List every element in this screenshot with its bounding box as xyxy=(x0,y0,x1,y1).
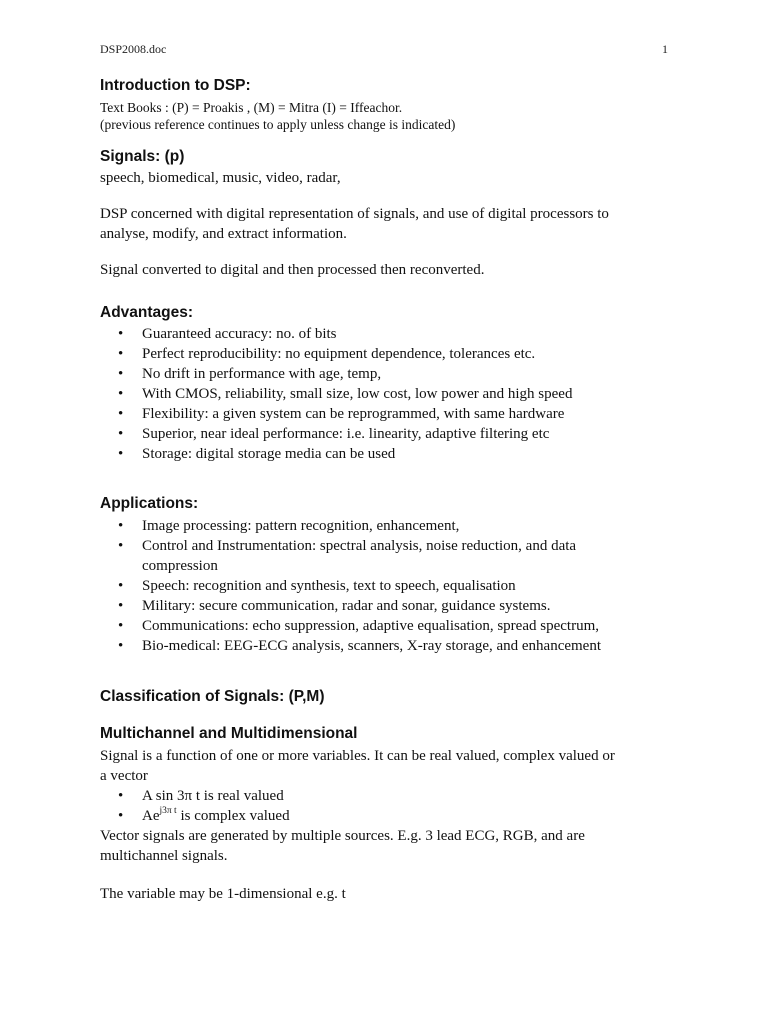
complex-exponent: j3π t xyxy=(159,806,177,816)
list-item xyxy=(100,324,680,344)
bullet-icon: • xyxy=(118,366,124,382)
conversion-sentence: Signal converted to digital and then processed then reconverted. xyxy=(100,262,485,278)
dsp-definition-line2: analyse, modify, and extract information. xyxy=(100,226,347,242)
complex-example-rest: is complex valued xyxy=(176,808,290,824)
bullet-icon: • xyxy=(118,346,124,362)
advantages-heading: Advantages: xyxy=(100,304,194,321)
list-item-text: Storage: digital storage media can be used xyxy=(142,446,396,462)
header-filename: DSP2008.doc xyxy=(100,42,167,56)
bullet-icon: • xyxy=(118,598,124,614)
reference-note: (previous reference continues to apply unless change is indicated) xyxy=(100,117,456,132)
textbooks-line: Text Books : (P) = Proakis , (M) = Mitra (I) = Iffeachor. xyxy=(100,100,403,115)
advantages-list xyxy=(100,324,680,464)
bullet-icon: • xyxy=(118,618,124,634)
bullet-icon: • xyxy=(118,538,124,554)
list-item-text: Speech: recognition and synthesis, text to speech, equalisation xyxy=(142,578,516,594)
list-item-text: Image processing: pattern recognition, enhancement, xyxy=(142,518,460,534)
list-item xyxy=(100,636,680,656)
list-item xyxy=(100,344,680,364)
bullet-icon: • xyxy=(118,808,124,824)
list-item-text: With CMOS, reliability, small size, low cost, low power and high speed xyxy=(142,386,573,402)
intro-heading: Introduction to DSP: xyxy=(100,77,251,94)
vector-signals-line2: multichannel signals. xyxy=(100,848,228,864)
variable-dimension-line: The variable may be 1-dimensional e.g. t xyxy=(100,886,346,902)
list-item xyxy=(100,786,680,806)
list-item xyxy=(100,516,680,536)
applications-heading: Applications: xyxy=(100,495,199,512)
list-item-text: Guaranteed accuracy: no. of bits xyxy=(142,326,337,342)
bullet-icon: • xyxy=(118,386,124,402)
multichannel-para1-line2: a vector xyxy=(100,768,148,784)
list-item-text: Control and Instrumentation: spectral analysis, noise reduction, and data compression xyxy=(142,538,577,574)
list-item-text: Perfect reproducibility: no equipment dependence, tolerances etc. xyxy=(142,346,536,362)
list-item xyxy=(100,404,680,424)
list-item xyxy=(100,424,680,444)
document-body xyxy=(100,76,680,904)
dsp-definition-line1: DSP concerned with digital representation of signals, and use of digital processors to xyxy=(100,206,609,222)
complex-example-base: Ae xyxy=(142,808,160,824)
list-item-text: No drift in performance with age, temp, xyxy=(142,366,382,382)
bullet-icon: • xyxy=(118,446,124,462)
signals-heading: Signals: (p) xyxy=(100,148,185,165)
vector-signals-line1: Vector signals are generated by multiple sources. E.g. 3 lead ECG, RGB, and are xyxy=(100,828,585,844)
list-item xyxy=(100,576,680,596)
list-item xyxy=(100,384,680,404)
signals-examples: speech, biomedical, music, video, radar, xyxy=(100,170,341,186)
bullet-icon: • xyxy=(118,406,124,422)
multichannel-para1-line1: Signal is a function of one or more variables. It can be real valued, complex valued or xyxy=(100,748,615,764)
list-item-text: Superior, near ideal performance: i.e. linearity, adaptive filtering etc xyxy=(142,426,550,442)
multichannel-heading: Multichannel and Multidimensional xyxy=(100,725,358,742)
real-valued-example: A sin 3π t is real valued xyxy=(142,788,284,804)
bullet-icon: • xyxy=(118,326,124,342)
bullet-icon: • xyxy=(118,788,124,804)
applications-list xyxy=(100,516,680,656)
list-item-text: Bio-medical: EEG-ECG analysis, scanners, X-ray storage, and enhancement xyxy=(142,638,602,654)
list-item xyxy=(100,616,680,636)
list-item-text: Military: secure communication, radar and sonar, guidance systems. xyxy=(142,598,551,614)
bullet-icon: • xyxy=(118,518,124,534)
classification-heading: Classification of Signals: (P,M) xyxy=(100,688,325,705)
list-item xyxy=(100,444,680,464)
list-item xyxy=(100,596,680,616)
list-item-text: Flexibility: a given system can be reprogrammed, with same hardware xyxy=(142,406,565,422)
bullet-icon: • xyxy=(118,578,124,594)
bullet-icon: • xyxy=(118,638,124,654)
list-item xyxy=(100,536,622,576)
list-item-text: Communications: echo suppression, adaptive equalisation, spread spectrum, xyxy=(142,618,599,634)
signal-examples-list xyxy=(100,786,680,826)
list-item xyxy=(100,806,680,826)
bullet-icon: • xyxy=(118,426,124,442)
list-item xyxy=(100,364,680,384)
header-page-number: 1 xyxy=(662,42,668,56)
